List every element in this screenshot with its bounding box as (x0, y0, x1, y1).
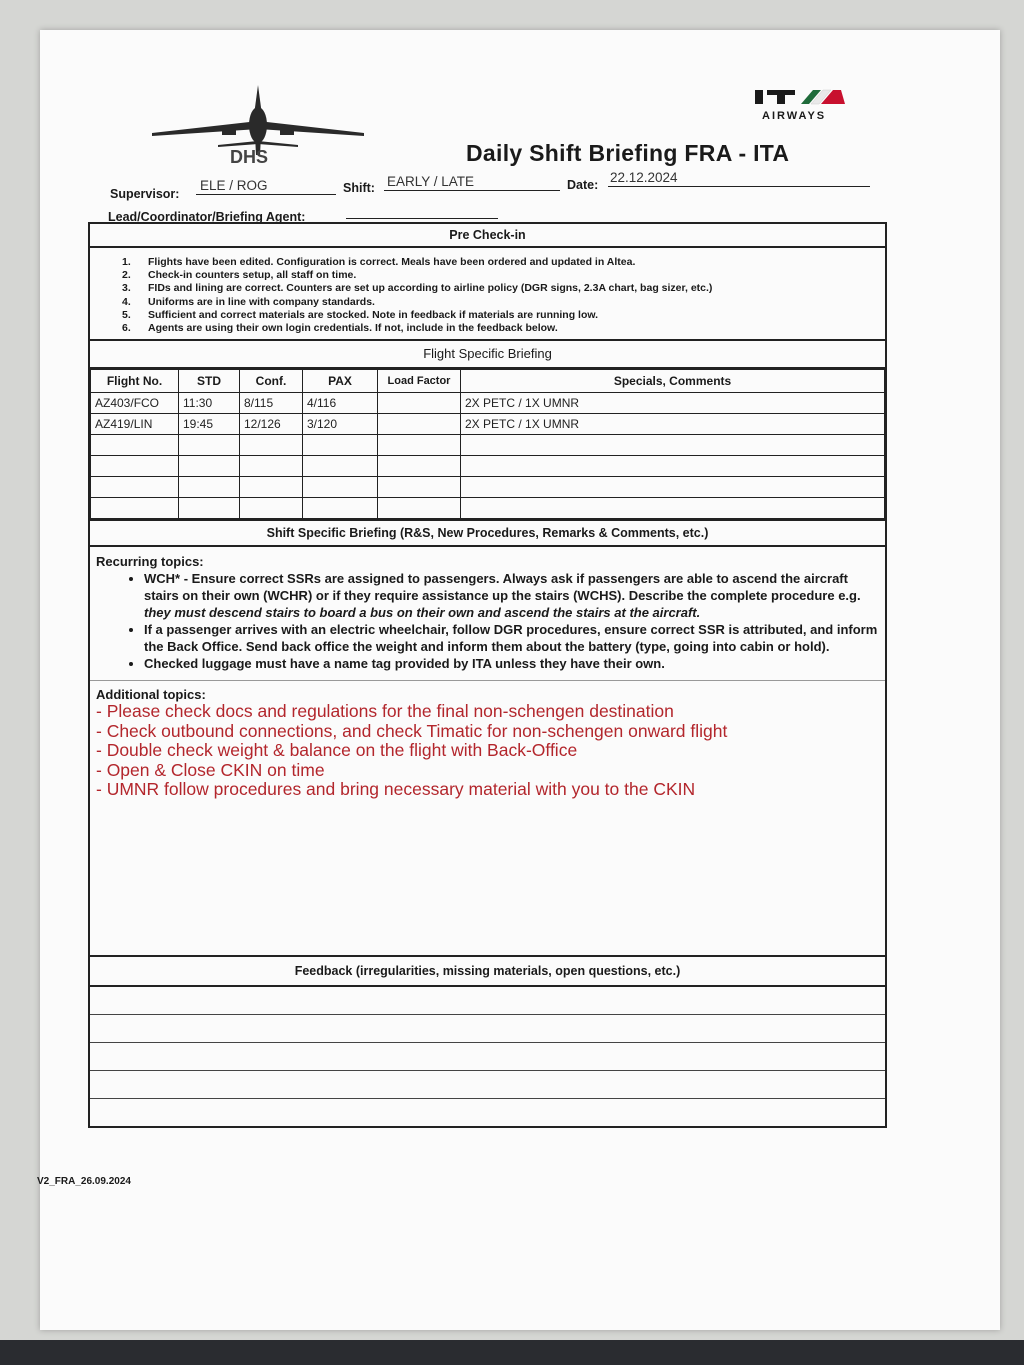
briefing-form (88, 222, 887, 1128)
list-item: 4. Uniforms are in line with company standards. (122, 295, 375, 308)
additional-topics (90, 681, 885, 957)
table-cell (303, 435, 378, 456)
recurring-topics (90, 547, 885, 681)
table-cell: 19:45 (179, 414, 240, 435)
table-row (91, 477, 885, 498)
shift-briefing-title: Shift Specific Briefing (R&S, New Procedures, Remarks & Comments, etc.) (90, 519, 885, 547)
table-cell: 2X PETC / 1X UMNR (461, 393, 885, 414)
airplane-logo-icon (150, 85, 365, 165)
feedback-line[interactable] (90, 1099, 885, 1126)
table-cell (461, 456, 885, 477)
desk-edge (0, 1340, 1024, 1365)
ita-logo-icon (755, 88, 850, 128)
shift-field (384, 174, 560, 191)
table-row (91, 456, 885, 477)
feedback-line[interactable] (90, 1043, 885, 1071)
date-label: Date: (567, 178, 599, 192)
col-pax: PAX (303, 370, 378, 393)
table-cell: AZ403/FCO (91, 393, 179, 414)
list-item: 5. Sufficient and correct materials are stocked. Note in feedback if materials are running low. (122, 308, 599, 321)
flight-table (90, 369, 885, 519)
feedback-line[interactable] (90, 987, 885, 1015)
table-header-row (91, 370, 885, 393)
table-row (91, 498, 885, 519)
list-item: • Checked luggage must have a name tag provided by ITA unless they have their own. (144, 655, 879, 672)
date-field (608, 170, 870, 187)
shift-value: EARLY / LATE (387, 174, 475, 189)
list-item: • If a passenger arrives with an electric wheelchair, follow DGR procedures, ensure correct SSR is attributed, and inform the Back Office. Send back office the weight and inform them about the battery (type, going into cabin or hold). (144, 621, 879, 655)
lead-label: Lead/Coordinator/Briefing Agent: (108, 210, 306, 224)
supervisor-label: Supervisor: (110, 187, 180, 201)
feedback-line[interactable] (90, 1015, 885, 1043)
feedback-title: Feedback (irregularities, missing materials, open questions, etc.) (90, 957, 885, 987)
table-cell (179, 477, 240, 498)
col-specials: Specials, Comments (461, 370, 885, 393)
table-cell: 8/115 (240, 393, 303, 414)
col-std: STD (179, 370, 240, 393)
table-cell (240, 456, 303, 477)
shift-label: Shift: (343, 181, 375, 195)
feedback-line[interactable] (90, 1071, 885, 1099)
list-item: • WCH* - Ensure correct SSRs are assigned to passengers. Always ask if passengers are able to ascend the aircraft stairs on their own (WCHR) or if they require assistance up the stairs (WCHS). Describe the complete procedure e.g. they must descend stairs to board a bus on their own and ascend the stairs at the aircraft. (144, 570, 879, 621)
list-item: 3. FIDs and lining are correct. Counters are set up according to airline policy (DGR signs, 2.3A chart, bag sizer, etc.) (122, 282, 713, 295)
supervisor-field (196, 178, 336, 195)
list-item: 2. Check-in counters setup, all staff on time. (122, 269, 357, 282)
recurring-title: Recurring topics: (96, 554, 204, 570)
table-cell (303, 456, 378, 477)
table-cell (179, 435, 240, 456)
list-item: - Check outbound connections, and check Timatic for non-schengen onward flight (96, 720, 728, 741)
table-cell (91, 435, 179, 456)
supervisor-value: ELE / ROG (200, 178, 268, 193)
col-conf: Conf. (240, 370, 303, 393)
table-cell (303, 477, 378, 498)
col-load-factor: Load Factor (378, 370, 461, 393)
briefing-sheet (37, 30, 1000, 1330)
table-cell (461, 498, 885, 519)
list-item: - Please check docs and regulations for the final non-schengen destination (96, 701, 674, 722)
table-cell (378, 477, 461, 498)
list-item: 6. Agents are using their own login credentials. If not, include in the feedback below. (122, 322, 558, 335)
table-cell (179, 498, 240, 519)
dhs-logo-text: DHS (230, 147, 269, 165)
table-cell: 4/116 (303, 393, 378, 414)
additional-title: Additional topics: (96, 687, 206, 703)
table-cell: 11:30 (179, 393, 240, 414)
table-row (91, 414, 885, 435)
flight-briefing-title: Flight Specific Briefing (90, 341, 885, 369)
date-value: 22.12.2024 (610, 170, 678, 185)
table-cell: 3/120 (303, 414, 378, 435)
table-cell (240, 498, 303, 519)
table-cell (378, 498, 461, 519)
feedback-lines (90, 987, 885, 1126)
table-cell (179, 456, 240, 477)
list-item: - Double check weight & balance on the flight with Back-Office (96, 740, 578, 761)
table-cell (378, 435, 461, 456)
version-label: V2_FRA_26.09.2024 (37, 1176, 131, 1187)
table-cell (240, 435, 303, 456)
table-cell: 2X PETC / 1X UMNR (461, 414, 885, 435)
table-cell (461, 477, 885, 498)
table-cell (378, 414, 461, 435)
list-item: - Open & Close CKIN on time (96, 759, 325, 780)
table-cell (378, 456, 461, 477)
table-cell (240, 477, 303, 498)
table-cell (378, 393, 461, 414)
table-cell (461, 435, 885, 456)
col-flight-no: Flight No. (91, 370, 179, 393)
page-title: Daily Shift Briefing FRA - ITA (466, 140, 790, 166)
list-item: 1. Flights have been edited. Configuration is correct. Meals have been ordered and updated in Altea. (122, 256, 636, 268)
table-row (91, 393, 885, 414)
table-cell: AZ419/LIN (91, 414, 179, 435)
table-cell (91, 456, 179, 477)
table-cell (91, 477, 179, 498)
list-item: - UMNR follow procedures and bring necessary material with you to the CKIN (96, 779, 696, 800)
table-cell (303, 498, 378, 519)
lead-field (346, 206, 498, 219)
table-row (91, 435, 885, 456)
ita-airways-text: AIRWAYS (762, 110, 827, 122)
pre-checkin-title: Pre Check-in (90, 224, 885, 248)
pre-checkin-list (90, 248, 885, 341)
table-cell (91, 498, 179, 519)
table-cell: 12/126 (240, 414, 303, 435)
